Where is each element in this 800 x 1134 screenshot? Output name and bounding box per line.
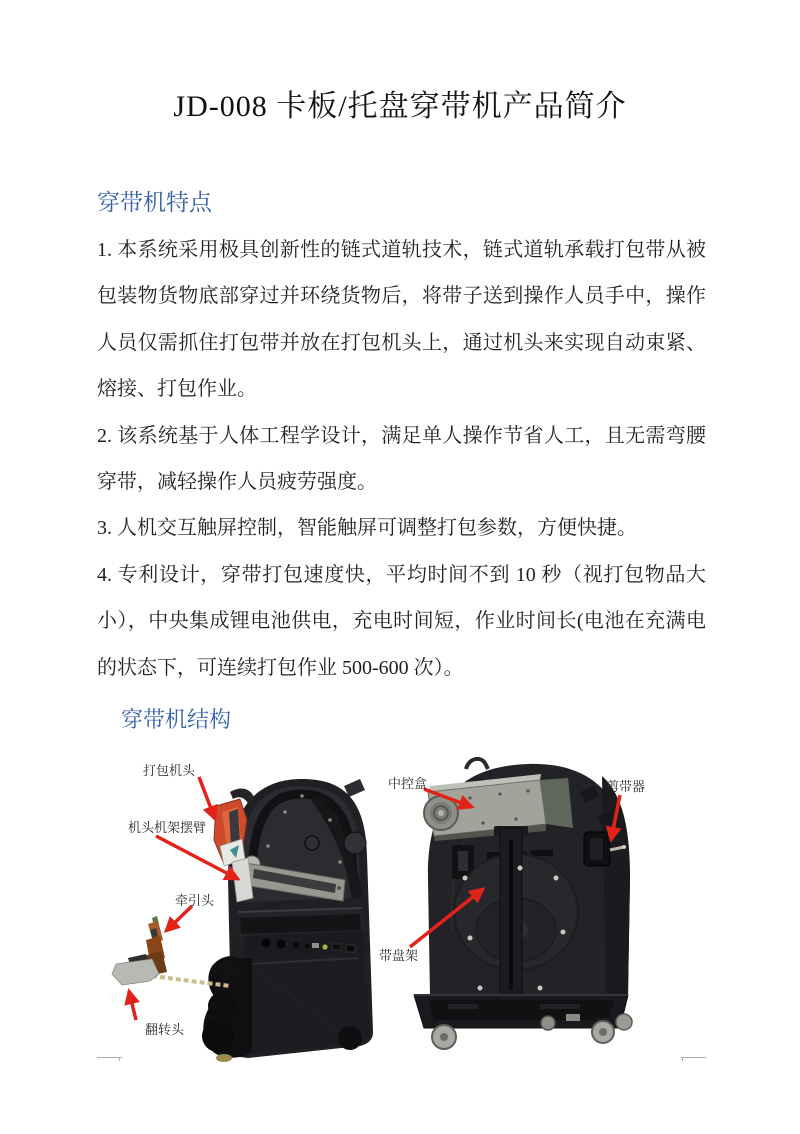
arrow-traction-head — [166, 906, 192, 931]
label-strap-cutter: 剪带器 — [606, 779, 646, 794]
feature-text-line: 穿带，减轻操作人员疲劳强度。 — [97, 470, 377, 493]
arrow-strapping-head — [199, 777, 215, 819]
page-title: JD-008 卡板/托盘穿带机产品简介 — [173, 90, 627, 123]
label-reel-holder: 带盘架 — [379, 948, 419, 963]
feature-text-line: 3. 人机交互触屏控制，智能触屏可调整打包参数，方便快捷。 — [97, 517, 637, 540]
text-boundary-mark-left — [97, 1057, 122, 1062]
label-control-box: 中控盒 — [388, 776, 428, 791]
left-machine-foot — [202, 956, 252, 1062]
arrow-flip-head — [129, 991, 136, 1020]
label-strapping-head: 打包机头 — [143, 763, 196, 778]
feature-text-line: 1. 本系统采用极具创新性的链式道轨技术，链式道轨承载打包带从被 — [97, 239, 706, 261]
feature-text-line: 熔接、打包作业。 — [97, 378, 257, 401]
feature-text-line: 人员仅需抓住打包带并放在打包机头上，通过机头来实现自动束紧、 — [97, 331, 706, 354]
section-heading-features: 穿带机特点 — [97, 190, 212, 215]
feature-text-line: 2. 该系统基于人体工程学设计，满足单人操作节省人工，且无需弯腰 — [97, 424, 706, 447]
text-boundary-mark-right — [681, 1057, 706, 1062]
feature-text-line: 4. 专利设计，穿带打包速度快，平均时间不到 10 秒（视打包物品大 — [97, 563, 706, 586]
feature-text-line: 的状态下，可连续打包作业 500-600 次）。 — [97, 656, 464, 679]
features-paragraphs — [97, 227, 706, 691]
label-traction-head: 牵引头 — [175, 893, 215, 908]
label-flip-head: 翻转头 — [145, 1022, 185, 1037]
label-swing-arm: 机头机架摆臂 — [128, 820, 207, 835]
feature-text-line: 包装物货物底部穿过并环绕货物后，将带子送到操作人员手中，操作 — [97, 285, 706, 308]
traction-head-device — [112, 916, 167, 985]
section-heading-structure: 穿带机结构 — [121, 707, 232, 732]
feature-text-line: 小），中央集成锂电池供电，充电时间短，作业时间长(电池在充满电 — [97, 610, 706, 633]
right-machine-photo — [414, 759, 632, 1049]
